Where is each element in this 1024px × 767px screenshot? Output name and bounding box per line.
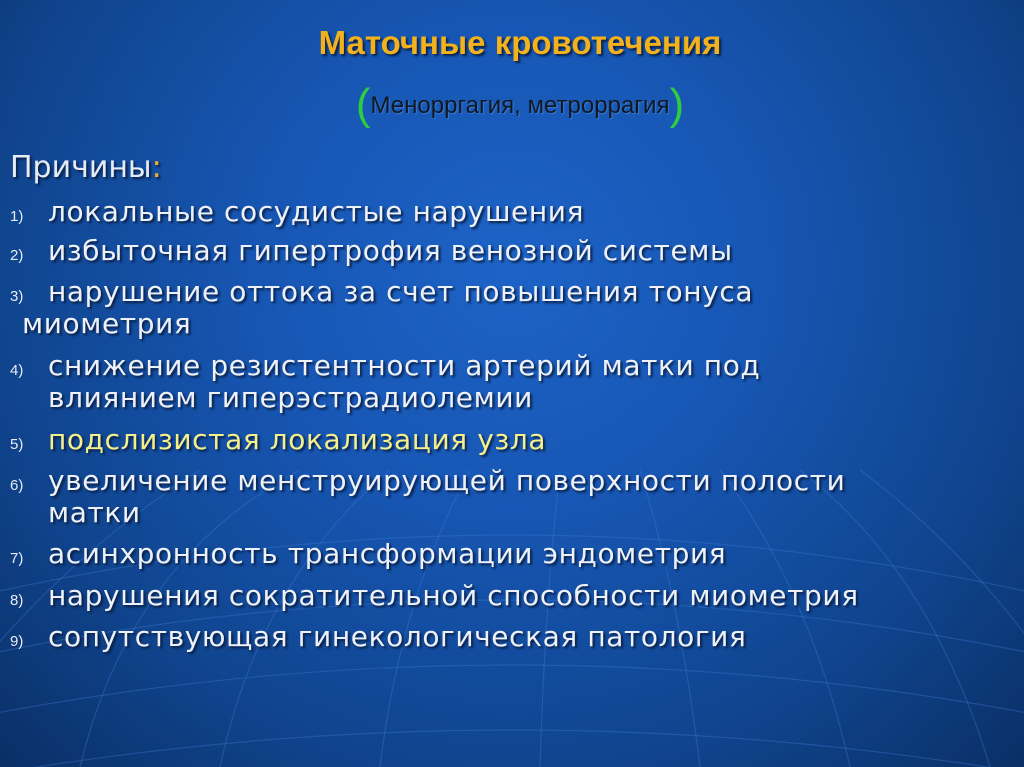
list-item-text [48, 350, 1008, 414]
list-item-number: 2) [10, 247, 24, 264]
list-item-line-continued: влиянием гиперэстрадиолемии [48, 381, 533, 414]
causes-heading-label: Причины [10, 150, 152, 185]
list-item-line: нарушения сократительной способности миометрия [48, 579, 859, 612]
list-item-number: 7) [10, 550, 24, 567]
list-item-line: нарушение оттока за счет повышения тонуса [48, 275, 754, 308]
subtitle-open-paren: ( [355, 80, 371, 129]
list-item-text [48, 424, 1008, 456]
list-item-line: подслизистая локализация узла [48, 423, 547, 456]
list-item-number: 8) [10, 592, 24, 609]
causes-heading-colon: : [151, 150, 162, 185]
list-item-number: 9) [10, 633, 24, 650]
list-item-number: 1) [10, 208, 24, 225]
list-item-line: увеличение менструирующей поверхности полости [48, 464, 846, 497]
list-item-number: 6) [10, 477, 24, 494]
list-item-text [48, 538, 1008, 570]
causes-heading [10, 150, 162, 185]
subtitle-close-paren: ) [669, 80, 685, 129]
list-item-text [48, 580, 1008, 612]
list-item-line: снижение резистентности артерий матки под [48, 349, 761, 382]
list-item-line: избыточная гипертрофия венозной системы [48, 234, 733, 267]
slide-subtitle [0, 80, 1024, 130]
list-item-line: сопутствующая гинекологическая патология [48, 620, 747, 653]
slide-title: Маточные кровотечения [318, 24, 722, 61]
list-item-text [48, 196, 1008, 228]
list-item-text [48, 621, 1008, 653]
list-item-text [22, 275, 1008, 340]
list-item-number: 5) [10, 436, 24, 453]
list-item-text [48, 465, 1008, 529]
list-item-line-continued: миометрия [22, 307, 192, 340]
list-item-text [48, 235, 1008, 267]
list-item-number: 4) [10, 362, 24, 379]
list-item-line-continued: матки [48, 496, 141, 529]
list-item-line: локальные сосудистые нарушения [48, 195, 585, 228]
list-item-line: асинхронность трансформации эндометрия [48, 537, 727, 570]
list-item-number: 3) [10, 288, 24, 305]
subtitle-text: Менорргагия, метроррагия [370, 92, 670, 119]
